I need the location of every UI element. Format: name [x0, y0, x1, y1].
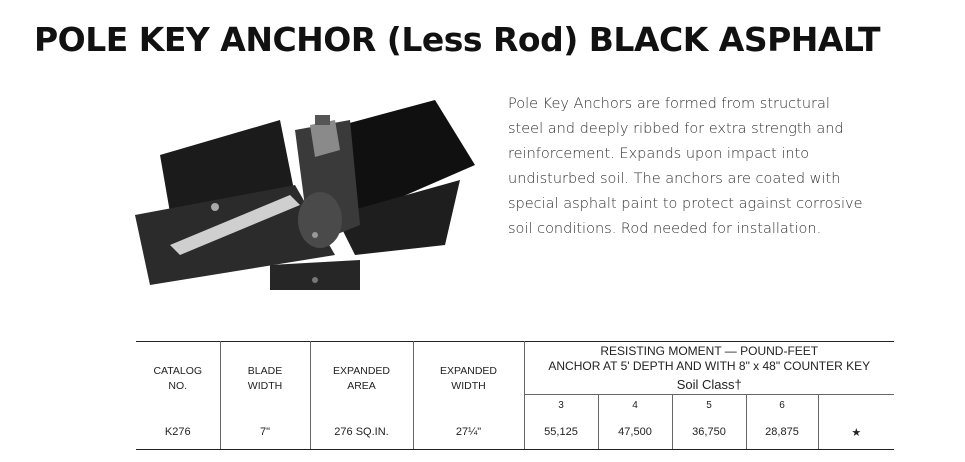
cell-class-3: 55,125	[524, 415, 598, 450]
cell-catalog: K276	[136, 415, 220, 450]
soil-class-6: 6	[746, 395, 818, 416]
cell-blade-width: 7"	[220, 415, 310, 450]
header-catalog-no: CATALOG NO.	[136, 342, 220, 416]
star-icon: ★	[818, 415, 894, 450]
spec-table	[136, 341, 894, 450]
soil-class-3: 3	[524, 395, 598, 416]
header-blade-width: BLADE WIDTH	[220, 342, 310, 416]
product-description: Pole Key Anchors are formed from structural steel and deeply ribbed for extra strength and reinforcement. Expands upon impact into undisturbed soil. The anchors are coated with special asphalt paint to protect against corrosive soil conditions. Rod needed for installation.	[508, 96, 863, 237]
pole-key-anchor-image	[130, 95, 475, 300]
header-expanded-width: EXPANDED WIDTH	[413, 342, 524, 416]
cell-class-5: 36,750	[672, 415, 746, 450]
soil-class-5: 5	[672, 395, 746, 416]
soil-class-4: 4	[598, 395, 672, 416]
cell-class-4: 47,500	[598, 415, 672, 450]
header-soil-class: Soil Class†	[524, 374, 894, 395]
header-resisting-moment: RESISTING MOMENT — POUND-FEET ANCHOR AT 5' DEPTH AND WITH 8" x 48" COUNTER KEY	[524, 342, 894, 375]
cell-expanded-area: 276 SQ.IN.	[310, 415, 413, 450]
header-expanded-area: EXPANDED AREA	[310, 342, 413, 416]
cell-class-6: 28,875	[746, 415, 818, 450]
soil-class-blank	[818, 395, 894, 416]
product-title: POLE KEY ANCHOR (Less Rod) BLACK ASPHALT	[34, 20, 881, 59]
table-row	[136, 415, 894, 450]
cell-expanded-width: 27¼"	[413, 415, 524, 450]
